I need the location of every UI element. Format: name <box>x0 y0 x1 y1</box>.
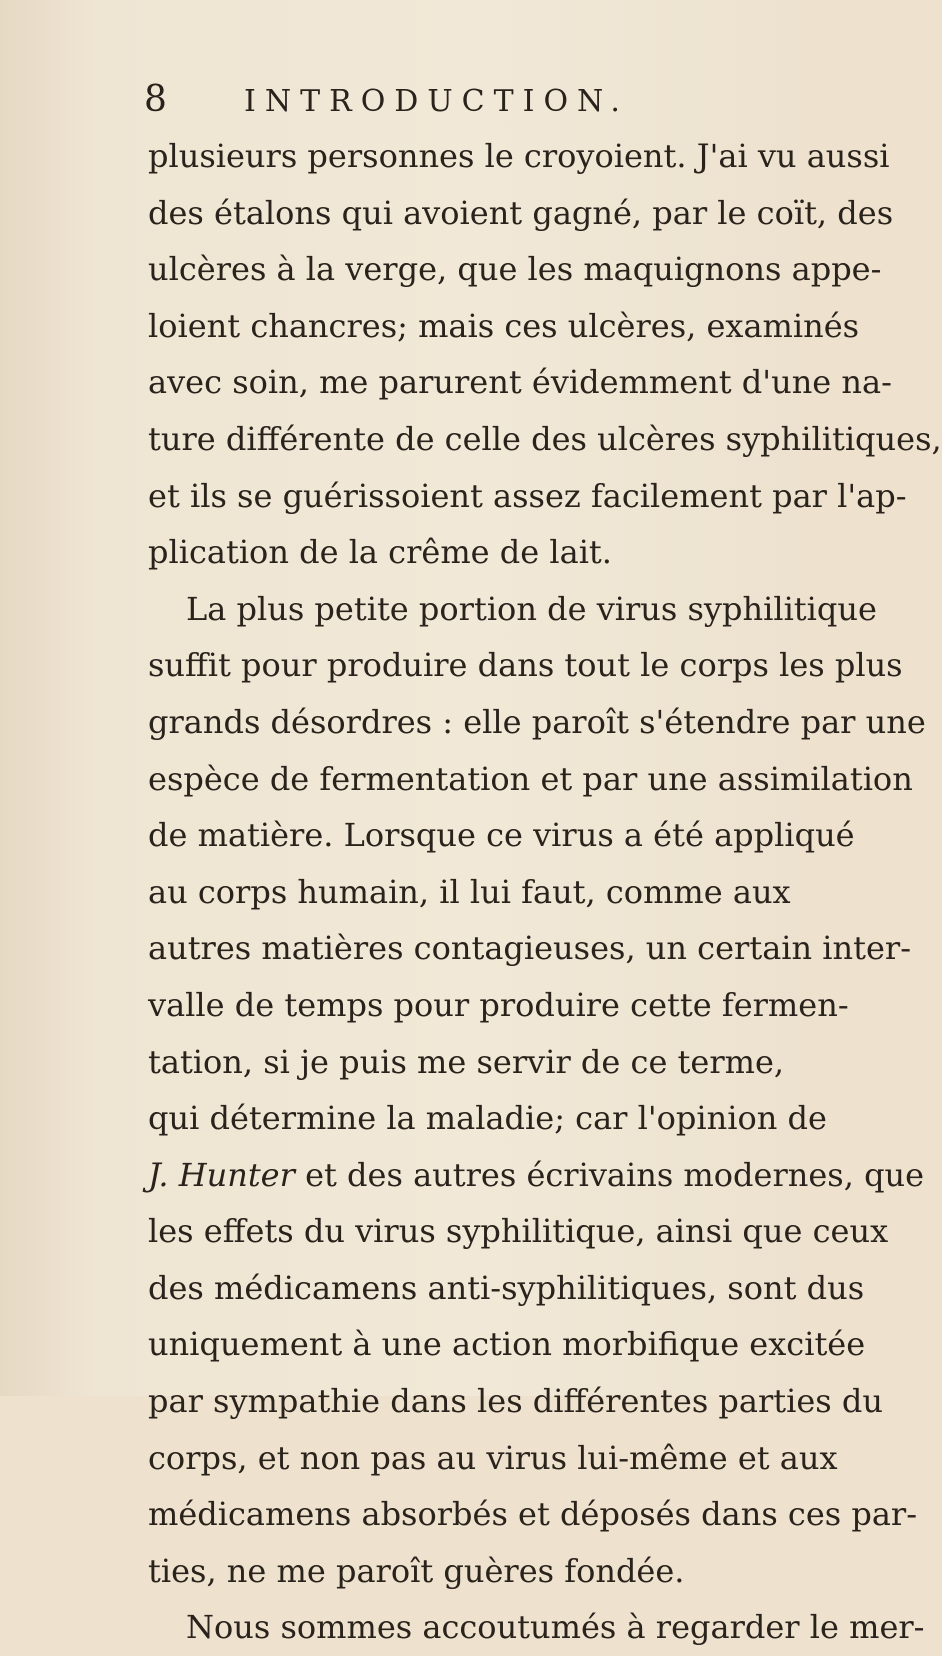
text-line: par sympathie dans les différentes parties du <box>148 1382 883 1421</box>
text-line: de matière. Lorsque ce virus a été appliqué <box>148 816 855 855</box>
text-line: ulcères à la verge, que les maquignons appe- <box>148 250 882 289</box>
text-line: plication de la crême de lait. <box>148 533 612 572</box>
running-head: INTRODUCTION. <box>244 84 629 119</box>
text-line: autres matières contagieuses, un certain inter- <box>148 929 912 968</box>
page-number: 8 <box>144 79 167 120</box>
text-line: les effets du virus syphilitique, ainsi que ceux <box>148 1212 889 1251</box>
text-line: suffit pour produire dans tout le corps les plus <box>148 646 903 685</box>
paragraph-start-line: La plus petite portion de virus syphilitique <box>186 589 877 628</box>
text-line: des médicamens anti-syphilitiques, sont dus <box>148 1268 865 1307</box>
text-line: et ils se guérissoient assez facilement par l'ap- <box>148 476 907 515</box>
text-line: tation, si je puis me servir de ce terme, <box>148 1042 785 1081</box>
text-line: valle de temps pour produire cette fermen- <box>148 985 849 1024</box>
text-line: corps, et non pas au virus lui-même et aux <box>148 1438 838 1477</box>
page-header <box>140 78 780 122</box>
text-line: médicamens absorbés et déposés dans ces par- <box>148 1495 918 1534</box>
text-line: J. Hunter et des autres écrivains modernes, que <box>148 1155 925 1194</box>
text-line: grands désordres : elle paroît s'étendre par une <box>148 702 926 741</box>
text-line: uniquement à une action morbifique excitée <box>148 1325 866 1364</box>
paragraph-start-line: Nous sommes accoutumés à regarder le mer- <box>186 1608 925 1647</box>
text-line: qui détermine la maladie; car l'opinion de <box>148 1099 827 1138</box>
text-line: loient chancres; mais ces ulcères, examinés <box>148 306 860 345</box>
text-line: ties, ne me paroît guères fondée. <box>148 1551 685 1590</box>
text-line: des étalons qui avoient gagné, par le coït, des <box>148 193 894 232</box>
text-line: plusieurs personnes le croyoient. J'ai vu aussi <box>148 137 890 175</box>
author-name: J. Hunter <box>148 1155 295 1194</box>
text-line: espèce de fermentation et par une assimilation <box>148 759 913 798</box>
text-line: avec soin, me parurent évidemment d'une na- <box>148 363 892 402</box>
text-line: ture différente de celle des ulcères syphilitiques, <box>148 419 942 458</box>
text-line: au corps humain, il lui faut, comme aux <box>148 872 791 911</box>
body-text <box>148 128 942 1656</box>
